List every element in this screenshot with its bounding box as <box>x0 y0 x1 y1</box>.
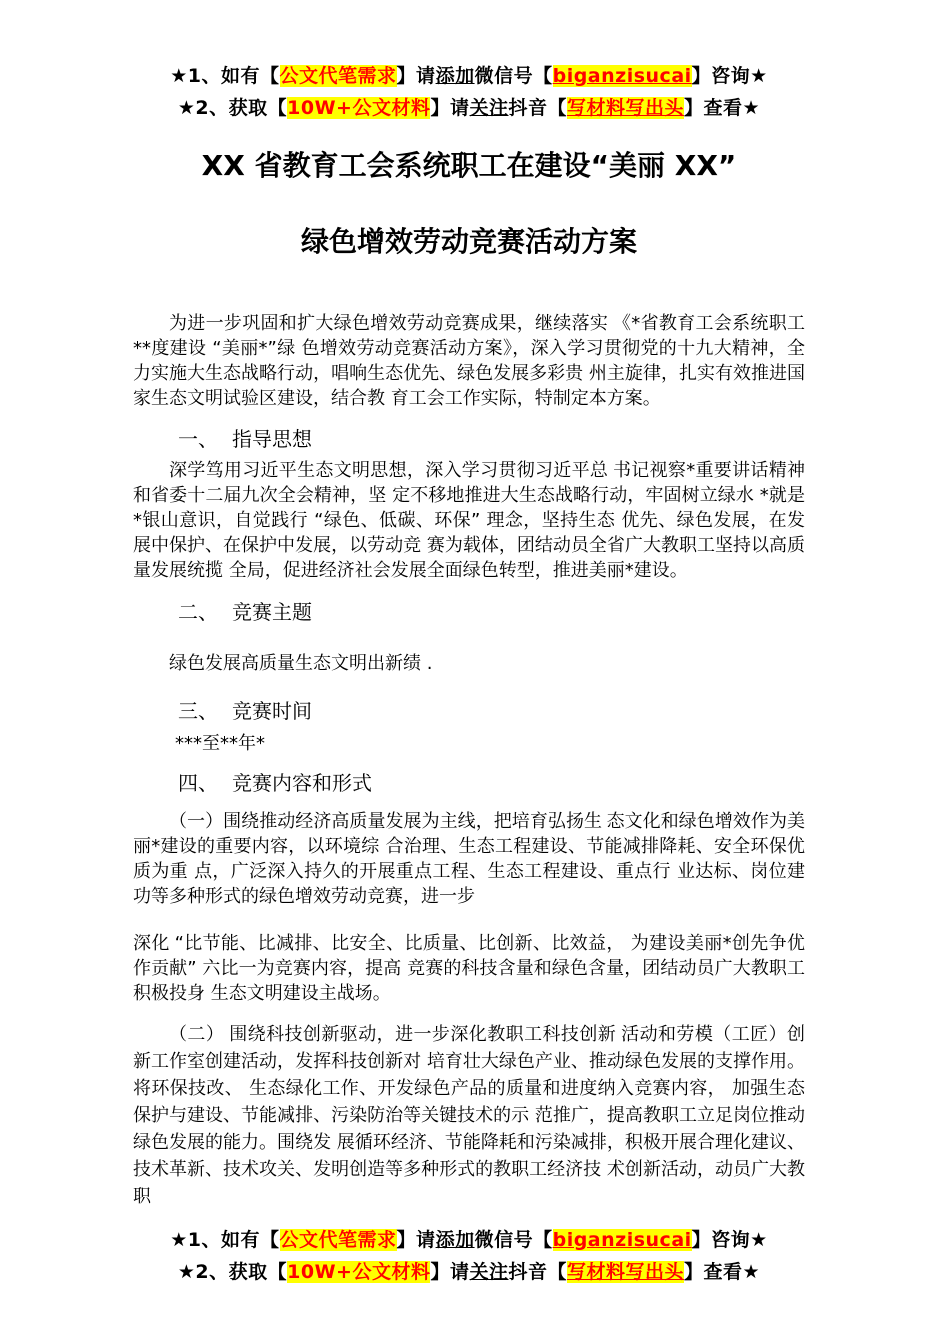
douyin-id-text: 写材料写出头 <box>567 1261 685 1283</box>
section-title: 竞赛内容和形式 <box>232 771 372 795</box>
paragraph-item-one <box>133 809 805 909</box>
paragraph-guiding-ideology <box>133 458 805 583</box>
promo-header-line-2 <box>133 92 805 124</box>
highlight-material-keyword: 10W+公文材料 <box>287 97 431 119</box>
section-title: 竞赛主题 <box>232 600 312 624</box>
section-number: 三、 <box>178 699 218 723</box>
section-heading-competition-time <box>133 696 805 726</box>
section-heading-competition-theme <box>133 597 805 627</box>
promo-text: ★1、如有【 <box>170 1229 280 1251</box>
highlight-material-keyword: 10W+公文材料 <box>287 1261 431 1283</box>
highlight-service-keyword: 公文代笔需求 <box>279 1229 397 1251</box>
underlined-action-text: 添加 <box>435 1229 475 1251</box>
section-number: 四、 <box>178 771 218 795</box>
underlined-action-text: 关注 <box>469 1261 509 1283</box>
text-run-sans: ” 理念，坚持生态 优先、绿色发展，在发展中保护、在保护中发展，以劳动竞 赛为载体，团结动员全省广大教职工坚持以高质量发展统揽 全局，促进经济社会发展全面绿色转型，推进美丽*建设。 <box>133 510 806 581</box>
wechat-id-text: biganzisucai <box>552 65 692 87</box>
text-run-sans: “比节能、比减排、比安全、比质量、比创新、比效益， 为建设美丽*创先争优作贡献” 六比一为竞赛内容，提高 竞赛的科技含量和绿色含量，团结动员广大教职工积极投身 生态文明建设主战场。 <box>133 933 805 1004</box>
text-run-serif: 低碳、环保 <box>379 510 472 530</box>
text-run-serif: （二） 围绕科技创新驱动，进一步深化教职工科技创新 <box>169 1024 622 1044</box>
document-title-line-2: 绿色增效劳动竞赛活动方案 <box>300 225 637 258</box>
promo-text: ★2、获取【 <box>177 97 288 119</box>
text-run-sans: 《*省教育工会系统职工**度建设 “美丽*”绿 色增效劳动竞赛活动方案》，深入学习贯彻党的十九大精神，全力实施大生态战略行动，唱响生态优先、绿色发展多彩贵 州主旋律，扎实有效推进国家生态文明试验区建设，结合教 育工会工作实际，特制定本方案。 <box>133 313 805 409</box>
promo-text: 】咨询★ <box>691 1229 768 1251</box>
promo-text: 】请 <box>396 1229 436 1251</box>
promo-text: 】请 <box>396 65 436 87</box>
promo-text: 抖音【 <box>508 1261 568 1283</box>
promo-text: ★1、如有【 <box>170 65 280 87</box>
highlight-service-keyword: 公文代笔需求 <box>279 65 397 87</box>
paragraph-item-one-continued <box>133 931 805 1006</box>
promo-footer-line-2 <box>133 1256 805 1288</box>
underlined-action-text: 添加 <box>435 65 475 87</box>
section-heading-content-and-form <box>133 768 805 798</box>
paragraph-item-two <box>133 1021 805 1210</box>
promo-text: 微信号【 <box>474 65 553 87</box>
promo-text: 】请 <box>430 1261 470 1283</box>
text-run-serif: 为进一步巩固和扩大绿色增效劳动竞赛成果，继续落实 <box>169 313 613 333</box>
competition-time-text: ***至**年* <box>175 733 265 754</box>
text-run-serif: 深学笃用习近平生态文明思想，深入学习贯彻习近平总 <box>169 460 613 480</box>
text-run-sans: 书记视察*重要讲话精神和省委十二届九次全会精神，坚 定不移地推进大生态战略行动，牢固树立绿水 *就是*银山意识，自觉践行 “绿色、 <box>133 460 805 531</box>
text-run-sans: 态文化和绿色增效作为美丽*建设的重要内容，以环境综 合治理、生态工程建设、节能减排降耗、安全环保优质为重 点，广泛深入持久的开展重点工程、生态工程建设、重点行 业达标、岗位建功等多种形式的绿色增效劳动竞赛，进一步 <box>133 811 806 907</box>
promo-text: ★2、获取【 <box>177 1261 288 1283</box>
promo-header-line-1 <box>133 60 805 92</box>
promo-footer-line-1 <box>133 1224 805 1256</box>
douyin-id-text: 写材料写出头 <box>567 97 685 119</box>
section-title: 指导思想 <box>232 427 312 451</box>
competition-theme-text: 绿色发展高质量生态文明出新绩 . <box>169 653 433 674</box>
wechat-id-text: biganzisucai <box>552 1229 692 1251</box>
text-run-sans: 活动和劳模（工匠）创新工作室创建活动，发挥科技创新对 培育壮大绿色产业、推动绿色发展的支撑作用。将环保技改、 生态绿化工作、开发绿色产品的质量和进度纳入竞赛内容， 加强生态保护与建设、节能减排、污染防治等关键技术的示 范推广，提高教职工立足岗位推动绿色发展的能力。围绕发 展循环经济、节能降耗和污染减排，积极开展合理化建议、 技术革新、技术攻关、发明创造等多种形式的教职工经济技 术创新活动，动员广大教职 <box>133 1024 805 1207</box>
promo-text: 】查看★ <box>684 1261 761 1283</box>
section-title: 竞赛时间 <box>232 699 312 723</box>
document-title-line-1: XX 省教育工会系统职工在建设“美丽 XX” <box>201 149 737 182</box>
text-run-serif: 深化 <box>133 933 175 953</box>
promo-text: 】请 <box>430 97 470 119</box>
text-run-serif: （一）围绕推动经济高质量发展为主线，把培育弘扬生 <box>169 811 607 831</box>
paragraph-intro <box>133 311 805 411</box>
section-number: 一、 <box>178 427 218 451</box>
promo-text: 】咨询★ <box>691 65 768 87</box>
underlined-action-text: 关注 <box>469 97 509 119</box>
promo-text: 】查看★ <box>684 97 761 119</box>
promo-header <box>133 60 805 124</box>
section-heading-guiding-ideology <box>133 424 805 454</box>
promo-footer <box>133 1224 805 1288</box>
section-number: 二、 <box>178 600 218 624</box>
promo-text: 抖音【 <box>508 97 568 119</box>
promo-text: 微信号【 <box>474 1229 553 1251</box>
